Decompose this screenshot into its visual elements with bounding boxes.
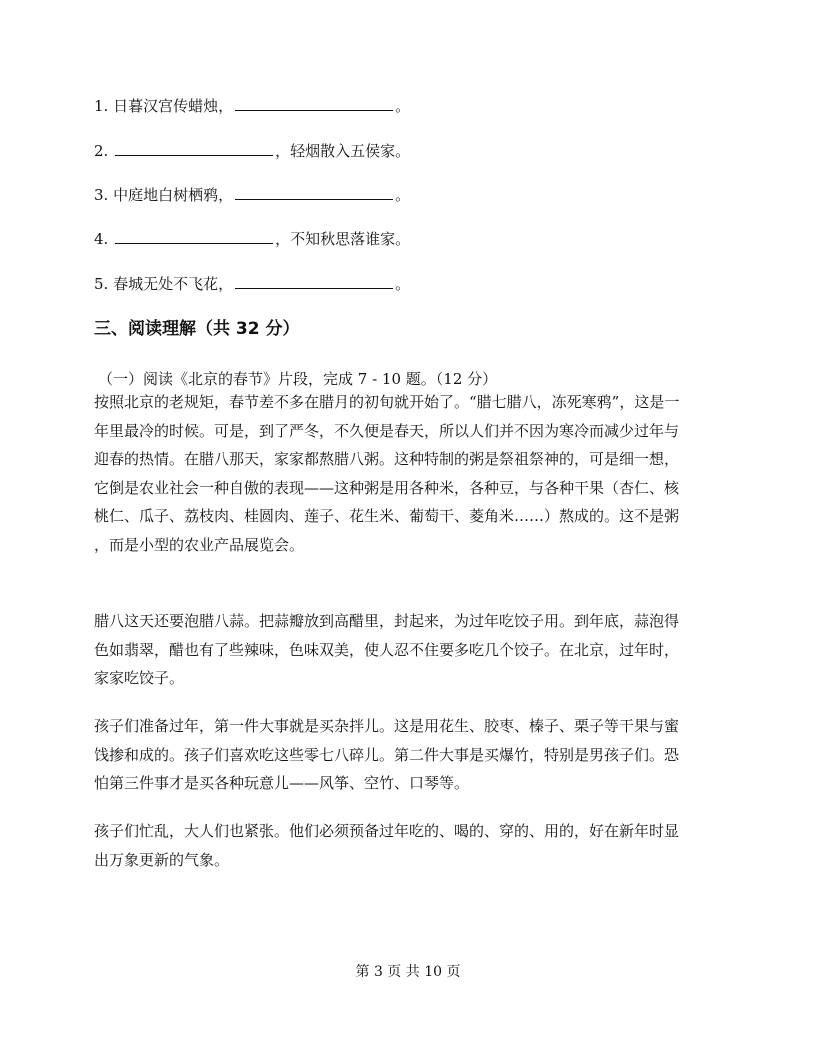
paragraph-line: 它倒是农业社会一种自傲的表现——这种粥是用各种米，各种豆，与各种干果（杏仁、核: [94, 478, 680, 497]
fill-in-item-5: [94, 274, 410, 294]
paragraph-line: 饯掺和成的。孩子们喜欢吃这些零七八碎儿。第二件大事是买爆竹，特别是男孩子们。恐: [94, 745, 680, 764]
paragraph-line: 出万象更新的气象。: [94, 850, 230, 869]
item-number: 4.: [94, 230, 109, 248]
paragraph-line: 孩子们准备过年，第一件大事就是买杂拌儿。这是用花生、胶枣、榛子、栗子等干果与蜜: [94, 717, 680, 735]
paragraph-line: 腊八这天还要泡腊八蒜。把蒜瓣放到高醋里，封起来，为过年吃饺子用。到年底，蒜泡得: [94, 612, 680, 630]
answer-blank[interactable]: [115, 141, 273, 156]
answer-blank[interactable]: [235, 274, 393, 289]
question-group-heading: （一）阅读《北京的春节》片段，完成 7 - 10 题。（12 分）: [98, 370, 498, 388]
given-line: 中庭地白树栖鸦，: [113, 186, 234, 204]
trailing-text: 。: [395, 97, 411, 115]
trailing-text: ，不知秋思落谁家。: [275, 230, 411, 248]
paragraph-line: 按照北京的老规矩，春节差不多在腊月的初旬就开始了。“腊七腊八，冻死寒鸦”，这是一: [94, 393, 680, 411]
trailing-text: ，轻烟散入五侯家。: [275, 142, 411, 160]
paragraph-line: 色如翡翠，醋也有了些辣味，色味双美，使人忍不住要多吃几个饺子。在北京，过年时，: [94, 640, 680, 659]
fill-in-item-4: [94, 229, 410, 249]
given-line: 春城无处不飞花，: [113, 275, 234, 293]
item-number: 2.: [94, 142, 109, 160]
section-title: 三、阅读理解（共 32 分）: [94, 319, 300, 339]
passage-paragraph-1: [94, 388, 726, 559]
paragraph-line: 孩子们忙乱，大人们也紧张。他们必须预备过年吃的、喝的、穿的、用的，好在新年时显: [94, 822, 680, 840]
answer-blank[interactable]: [115, 229, 273, 244]
given-line: 日暮汉宫传蜡烛，: [113, 97, 234, 115]
page-footer: 第 3 页 共 10 页: [355, 964, 461, 980]
item-number: 3.: [94, 186, 109, 204]
paragraph-line: 迎春的热情。在腊八那天，家家都熬腊八粥。这种特制的粥是祭祖祭神的，可是细一想，: [94, 450, 680, 468]
paragraph-line: 家家吃饺子。: [94, 669, 185, 687]
fill-in-item-1: [94, 96, 410, 116]
paragraph-line: 年里最冷的时候。可是，到了严冬，不久便是春天，所以人们并不因为寒冷而减少过年与: [94, 421, 680, 440]
fill-in-item-3: [94, 185, 410, 205]
paragraph-line: 怕第三件事才是买各种玩意儿——风筝、空竹、口琴等。: [94, 774, 470, 792]
answer-blank[interactable]: [235, 96, 393, 111]
item-number: 1.: [94, 97, 109, 115]
paragraph-line: 桃仁、瓜子、荔枝肉、桂圆肉、莲子、花生米、葡萄干、菱角米……）熬成的。这不是粥: [94, 507, 680, 525]
passage-paragraph-3: [94, 712, 726, 798]
trailing-text: 。: [395, 186, 411, 204]
passage-paragraph-2: [94, 607, 726, 693]
passage-paragraph-4: [94, 817, 726, 874]
fill-in-item-2: [94, 141, 410, 161]
item-number: 5.: [94, 275, 109, 293]
paragraph-line: ，而是小型的农业产品展览会。: [94, 535, 305, 554]
answer-blank[interactable]: [235, 185, 393, 200]
trailing-text: 。: [395, 275, 411, 293]
